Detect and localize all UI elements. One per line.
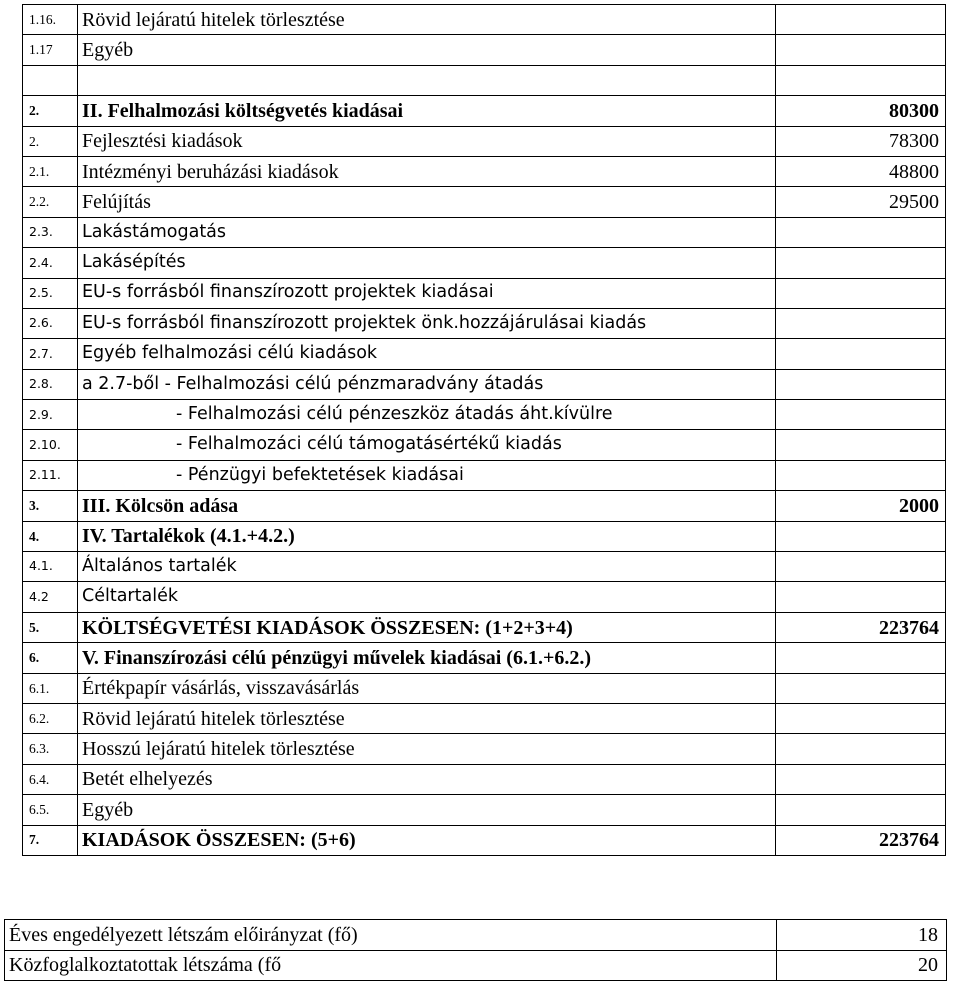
- row-number: 4.: [23, 521, 78, 551]
- row-label: III. Kölcsön adása: [78, 491, 776, 521]
- table-row: [23, 552, 946, 582]
- row-label: Általános tartalék: [78, 552, 776, 582]
- row-number: 6.: [23, 643, 78, 673]
- row-value: [776, 460, 946, 490]
- staff-label: Éves engedélyezett létszám előirányzat (fő): [5, 920, 777, 951]
- row-number: 2.1.: [23, 156, 78, 186]
- table-row: [23, 217, 946, 247]
- row-number: 2.9.: [23, 400, 78, 430]
- row-value: [776, 400, 946, 430]
- table-row-grand-total: [23, 825, 946, 855]
- row-label: Felújítás: [78, 187, 776, 217]
- table-row: [23, 400, 946, 430]
- row-value: [776, 795, 946, 825]
- row-number: 7.: [23, 825, 78, 855]
- staff-label: Közfoglalkoztatottak létszáma (fő: [5, 950, 777, 981]
- row-number: 2.: [23, 96, 78, 126]
- row-value: [776, 217, 946, 247]
- row-value: [776, 734, 946, 764]
- table-row: [23, 278, 946, 308]
- row-label: Intézményi beruházási kiadások: [78, 156, 776, 186]
- row-label: EU-s forrásból finanszírozott projektek kiadásai: [78, 278, 776, 308]
- row-number: 5.: [23, 612, 78, 642]
- row-number: 1.16.: [23, 5, 78, 35]
- row-label: - Pénzügyi befektetések kiadásai: [78, 460, 776, 490]
- row-number: 2.6.: [23, 308, 78, 338]
- row-value: 223764: [776, 825, 946, 855]
- row-value: [776, 339, 946, 369]
- row-value: [776, 552, 946, 582]
- row-value: 223764: [776, 612, 946, 642]
- row-number: 2.8.: [23, 369, 78, 399]
- table-row: [23, 430, 946, 460]
- table-row-empty: [23, 65, 946, 95]
- table-row: [23, 703, 946, 733]
- row-label: KIADÁSOK ÖSSZESEN: (5+6): [78, 825, 776, 855]
- row-label: Hosszú lejáratú hitelek törlesztése: [78, 734, 776, 764]
- row-label: Egyéb felhalmozási célú kiadások: [78, 339, 776, 369]
- row-label: a 2.7-ből - Felhalmozási célú pénzmaradvány átadás: [78, 369, 776, 399]
- row-number: 2.10.: [23, 430, 78, 460]
- table-row: [23, 673, 946, 703]
- table-row: [23, 248, 946, 278]
- row-value: 48800: [776, 156, 946, 186]
- row-value: [776, 673, 946, 703]
- row-value: [776, 430, 946, 460]
- row-number: 2.: [23, 126, 78, 156]
- row-label: V. Finanszírozási célú pénzügyi művelek kiadásai (6.1.+6.2.): [78, 643, 776, 673]
- row-label: Lakásépítés: [78, 248, 776, 278]
- row-number: 6.5.: [23, 795, 78, 825]
- row-number: 4.2: [23, 582, 78, 612]
- row-value: [776, 65, 946, 95]
- row-value: [776, 278, 946, 308]
- row-number: 4.1.: [23, 552, 78, 582]
- row-number: 3.: [23, 491, 78, 521]
- row-number: [23, 65, 78, 95]
- budget-expenditure-table: [22, 4, 946, 856]
- row-value: 2000: [776, 491, 946, 521]
- row-label: Értékpapír vásárlás, visszavásárlás: [78, 673, 776, 703]
- row-number: 2.11.: [23, 460, 78, 490]
- table-row: [23, 308, 946, 338]
- table-row-total: [23, 612, 946, 642]
- table-row: [23, 339, 946, 369]
- row-label: Rövid lejáratú hitelek törlesztése: [78, 5, 776, 35]
- table-row: [23, 764, 946, 794]
- row-value: [776, 643, 946, 673]
- row-label: IV. Tartalékok (4.1.+4.2.): [78, 521, 776, 551]
- row-number: 1.17: [23, 35, 78, 65]
- row-value: [776, 35, 946, 65]
- table-row: [5, 950, 947, 981]
- row-number: 6.2.: [23, 703, 78, 733]
- row-label: EU-s forrásból finanszírozott projektek önk.hozzájárulásai kiadás: [78, 308, 776, 338]
- table-row: [23, 156, 946, 186]
- row-number: 2.4.: [23, 248, 78, 278]
- table-row: [23, 643, 946, 673]
- row-label: - Felhalmozási célú pénzeszköz átadás áht.kívülre: [78, 400, 776, 430]
- row-value: [776, 582, 946, 612]
- table-row: [23, 734, 946, 764]
- row-value: [776, 5, 946, 35]
- row-label: Egyéb: [78, 795, 776, 825]
- row-label: II. Felhalmozási költségvetés kiadásai: [78, 96, 776, 126]
- table-row: [5, 920, 947, 951]
- row-number: 6.4.: [23, 764, 78, 794]
- row-label: - Felhalmozáci célú támogatásértékű kiadás: [78, 430, 776, 460]
- row-value: [776, 369, 946, 399]
- row-label: Lakástámogatás: [78, 217, 776, 247]
- row-value: 78300: [776, 126, 946, 156]
- table-row: [23, 582, 946, 612]
- row-value: [776, 521, 946, 551]
- staff-value: 18: [777, 920, 947, 951]
- row-label: Betét elhelyezés: [78, 764, 776, 794]
- table-row: [23, 460, 946, 490]
- row-label: Céltartalék: [78, 582, 776, 612]
- table-row: [23, 491, 946, 521]
- row-number: 2.5.: [23, 278, 78, 308]
- row-value: 80300: [776, 96, 946, 126]
- row-value: 29500: [776, 187, 946, 217]
- table-row: [23, 5, 946, 35]
- row-number: 2.7.: [23, 339, 78, 369]
- staff-count-table: [4, 919, 947, 981]
- row-label: Fejlesztési kiadások: [78, 126, 776, 156]
- table-row: [23, 96, 946, 126]
- table-row: [23, 126, 946, 156]
- row-number: 2.2.: [23, 187, 78, 217]
- row-label: Egyéb: [78, 35, 776, 65]
- row-value: [776, 703, 946, 733]
- table-row: [23, 35, 946, 65]
- row-number: 6.1.: [23, 673, 78, 703]
- row-number: 2.3.: [23, 217, 78, 247]
- staff-value: 20: [777, 950, 947, 981]
- table-row: [23, 795, 946, 825]
- row-label: Rövid lejáratú hitelek törlesztése: [78, 703, 776, 733]
- table-row: [23, 187, 946, 217]
- table-row: [23, 369, 946, 399]
- row-label: KÖLTSÉGVETÉSI KIADÁSOK ÖSSZESEN: (1+2+3+4): [78, 612, 776, 642]
- row-value: [776, 248, 946, 278]
- row-label: [78, 65, 776, 95]
- table-row: [23, 521, 946, 551]
- row-value: [776, 308, 946, 338]
- row-number: 6.3.: [23, 734, 78, 764]
- row-value: [776, 764, 946, 794]
